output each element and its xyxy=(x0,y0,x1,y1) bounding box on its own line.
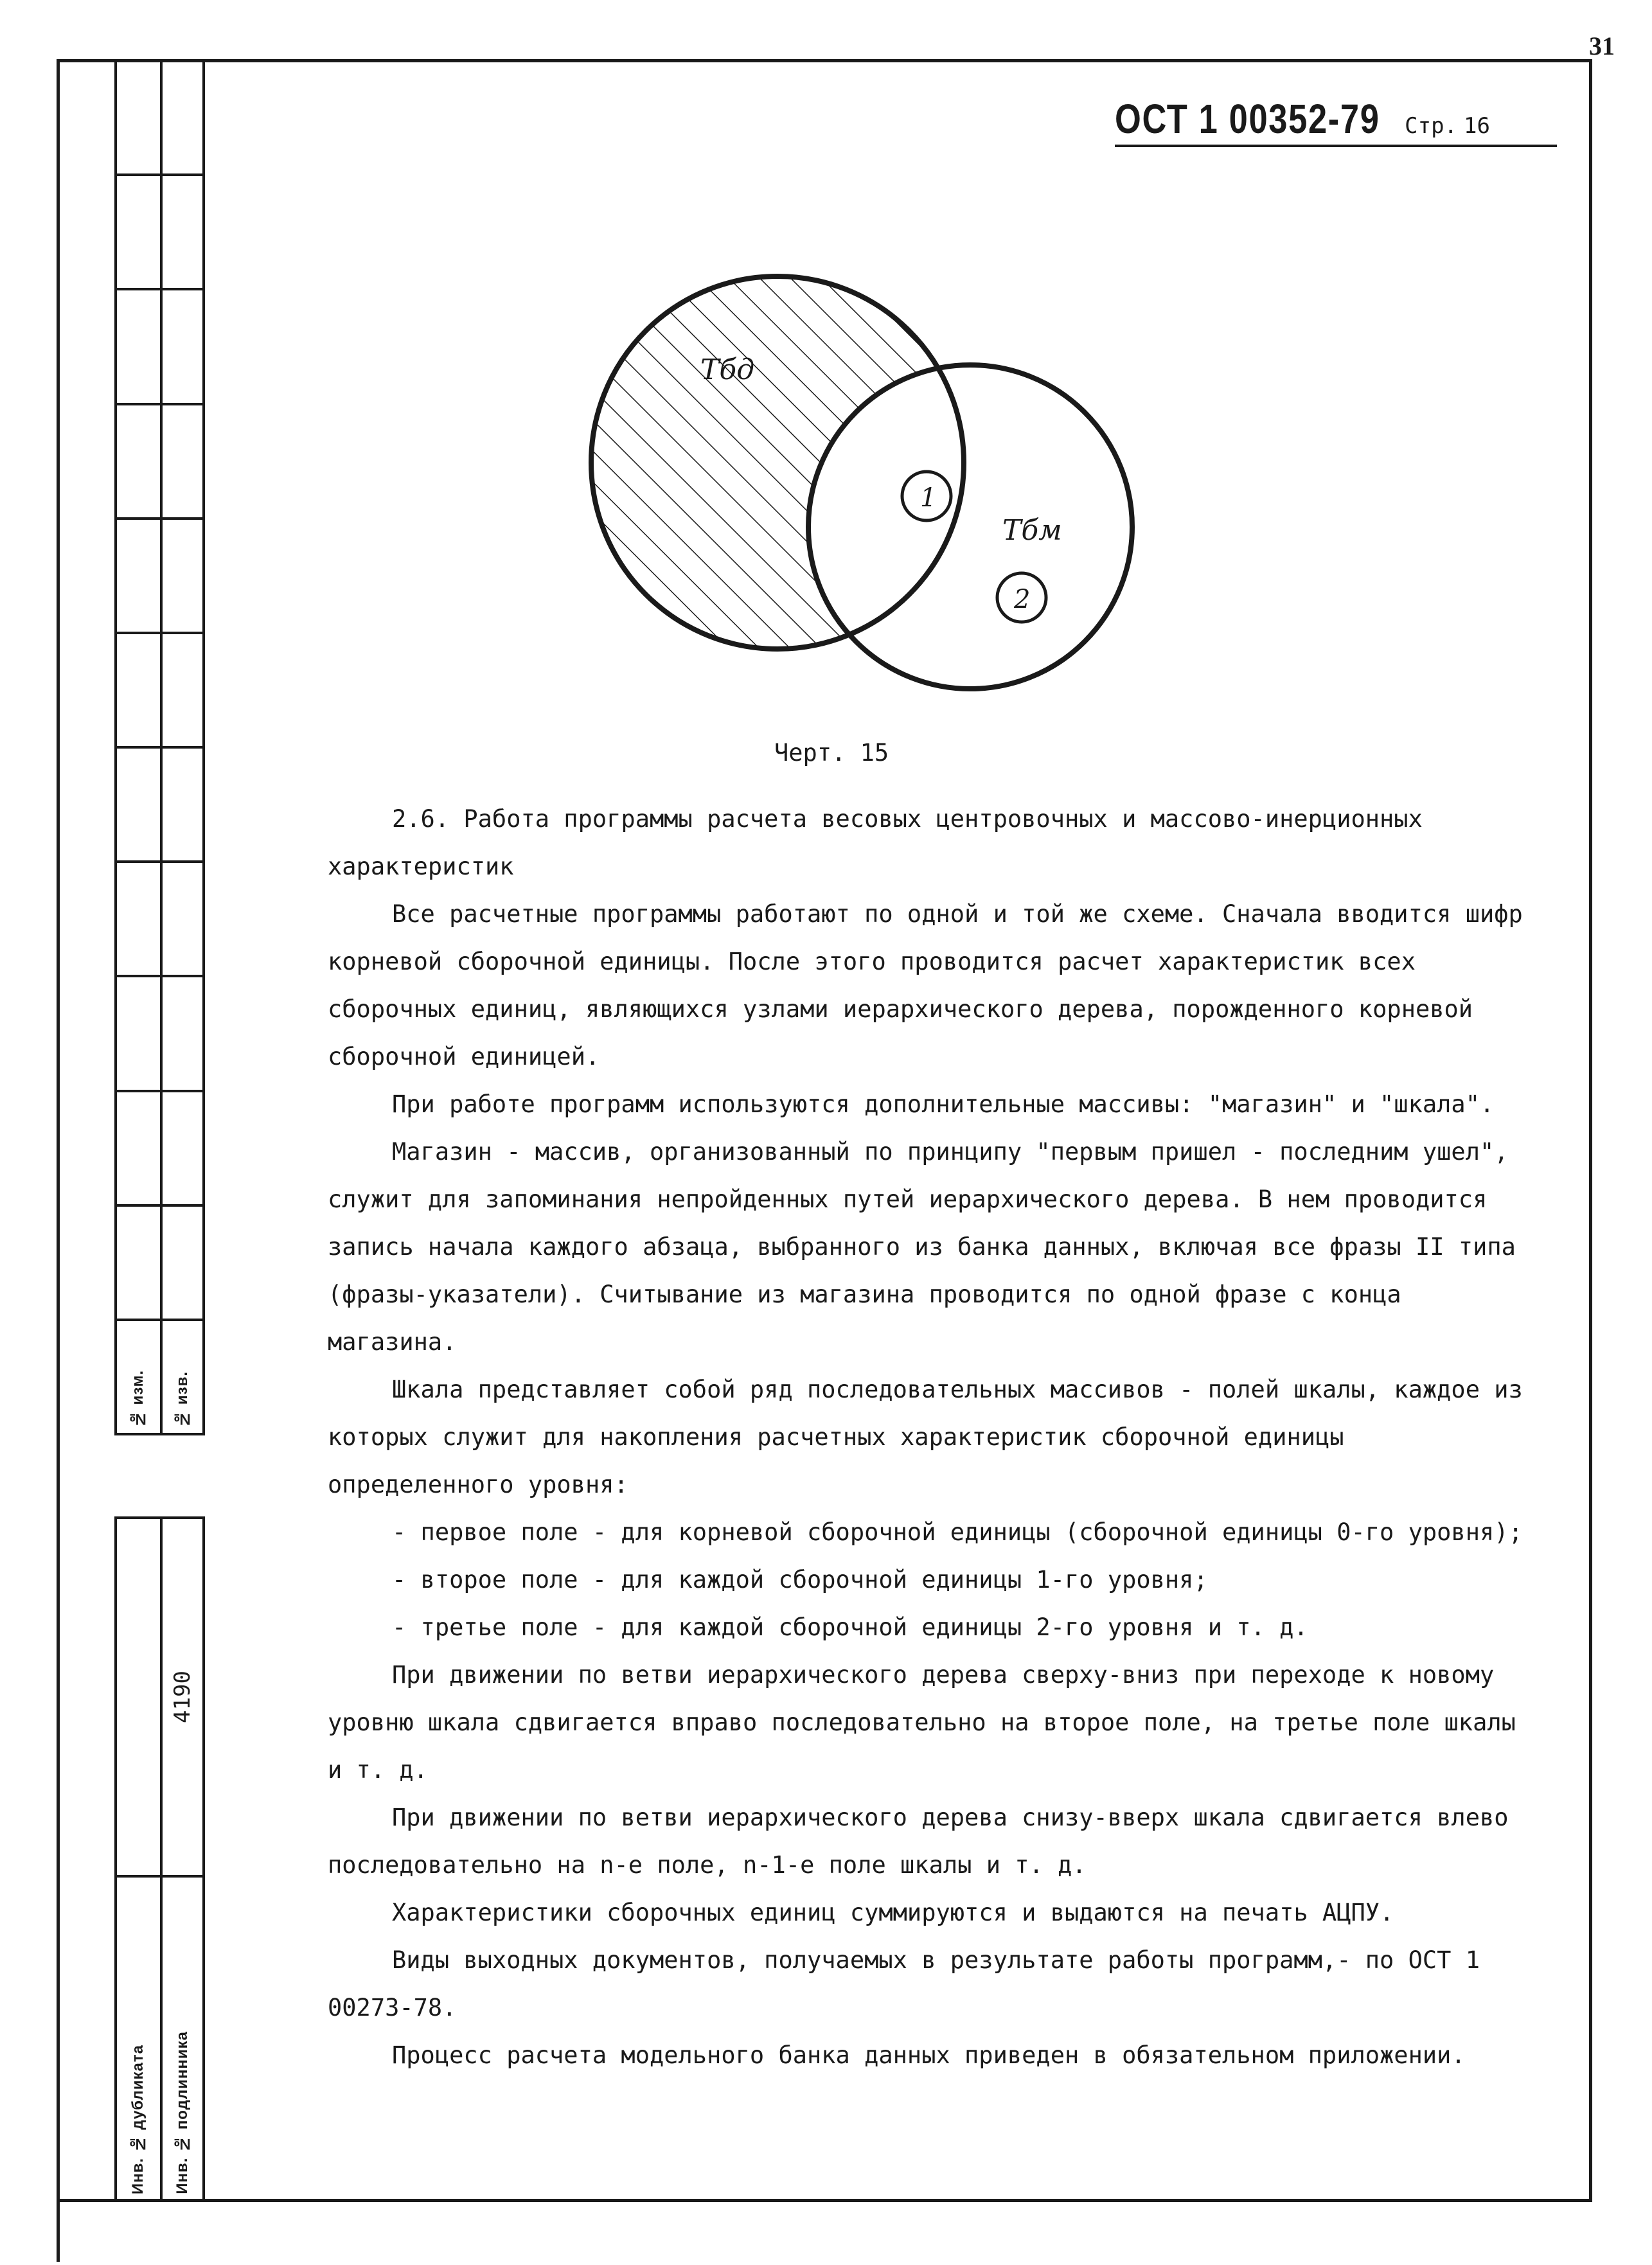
stamp-label-no-izm: № изм. xyxy=(129,1369,147,1428)
figure-caption: Черт. 15 xyxy=(774,739,889,767)
venn-diagram xyxy=(565,270,1144,720)
stamp-row xyxy=(117,62,202,176)
stamp-row-labels xyxy=(117,1321,202,1433)
paragraph: Характеристики сборочных единиц суммируются и выдаются на печать АЦПУ. xyxy=(392,1899,1394,1926)
stamp-label-no-izv: № изв. xyxy=(173,1371,191,1428)
standard-header xyxy=(1115,95,1490,143)
standard-code: ОСТ 1 00352-79 xyxy=(1115,96,1380,142)
section-heading: 2.6. Работа программы расчета весовых центровочных и массово-инерционных характеристик xyxy=(328,805,1423,880)
standard-underline xyxy=(1115,145,1557,147)
list-item: - второе поле - для каждой сборочной единицы 1-го уровня; xyxy=(392,1566,1208,1594)
stamp-row xyxy=(117,1092,202,1207)
paragraph: При движении по ветви иерархического дерева снизу-вверх шкала сдвигается влево последовательно на n-е поле, n-1-е поле шкалы и т. д. xyxy=(328,1804,1509,1879)
label-tbm: Тбм xyxy=(1002,514,1062,547)
stamp-row xyxy=(117,634,202,749)
list-item: - третье поле - для каждой сборочной единицы 2-го уровня и т. д. xyxy=(392,1613,1308,1641)
paragraph: Процесс расчета модельного банка данных приведен в обязательном приложении. xyxy=(392,2041,1466,2069)
stamp-row xyxy=(117,977,202,1092)
list-item: - первое поле - для корневой сборочной единицы (сборочной единицы 0-го уровня); xyxy=(392,1518,1523,1546)
stamp-row xyxy=(117,176,202,290)
stamp-row xyxy=(117,290,202,405)
marker-1: 1 xyxy=(920,483,937,513)
stamp-row xyxy=(117,749,202,863)
page-label: Стр. xyxy=(1405,113,1458,139)
stamp-row xyxy=(117,1207,202,1321)
paragraph: Магазин - массив, организованный по принципу "первым пришел - последним ушел", служит для запоминания непройденных путей иерархического дерева. В нем проводится запись начала каждого абзаца, выбранного из банка данных, включая все фразы II типа (фразы-указатели). Считывание из магазина проводится по одной фразе с конца магазина. xyxy=(328,1138,1516,1356)
paragraph: При работе программ используются дополнительные массивы: "магазин" и "шкала". xyxy=(392,1090,1495,1118)
body-text xyxy=(328,795,1542,2079)
paragraph: Все расчетные программы работают по одной и той же схеме. Сначала вводится шифр корневой сборочной единицы. После этого проводится расчет характеристик всех сборочных единиц, являющихся узлами иерархического дерева, порожденного корневой сборочной единицей. xyxy=(328,900,1523,1070)
marker-2: 2 xyxy=(1014,585,1031,614)
stamp-lower xyxy=(114,1516,205,2202)
page-corner-number: 31 xyxy=(1589,31,1615,60)
paragraph: Шкала представляет собой ряд последовательных массивов - полей шкалы, каждое из которых служит для накопления расчетных характеристик сборочной единицы определенного уровня: xyxy=(328,1376,1523,1498)
stamp-row xyxy=(117,405,202,520)
stamp-row xyxy=(117,520,202,634)
stamp-row xyxy=(117,863,202,977)
stamp-number: 4190 xyxy=(169,1670,195,1723)
paragraph: При движении по ветви иерархического дерева сверху-вниз при переходе к новому уровню шкала сдвигается вправо последовательно на второе поле, на третье поле шкалы и т. д. xyxy=(328,1661,1516,1784)
stamp-upper xyxy=(114,59,205,1435)
paragraph: Виды выходных документов, получаемых в результате работы программ,- по ОСТ 1 00273-78. xyxy=(328,1946,1480,2021)
stamp-row-inv-labels xyxy=(117,1878,202,2199)
label-tbd: Тбд xyxy=(700,353,755,386)
page-number: 16 xyxy=(1464,113,1490,139)
stamp-row-number xyxy=(117,1519,202,1878)
stamp-label-inv-podlinnika: Инв. № подлинника xyxy=(173,2031,191,2194)
stamp-label-inv-dublikata: Инв. № дубликата xyxy=(129,2044,147,2194)
left-edge-line xyxy=(57,2198,60,2262)
